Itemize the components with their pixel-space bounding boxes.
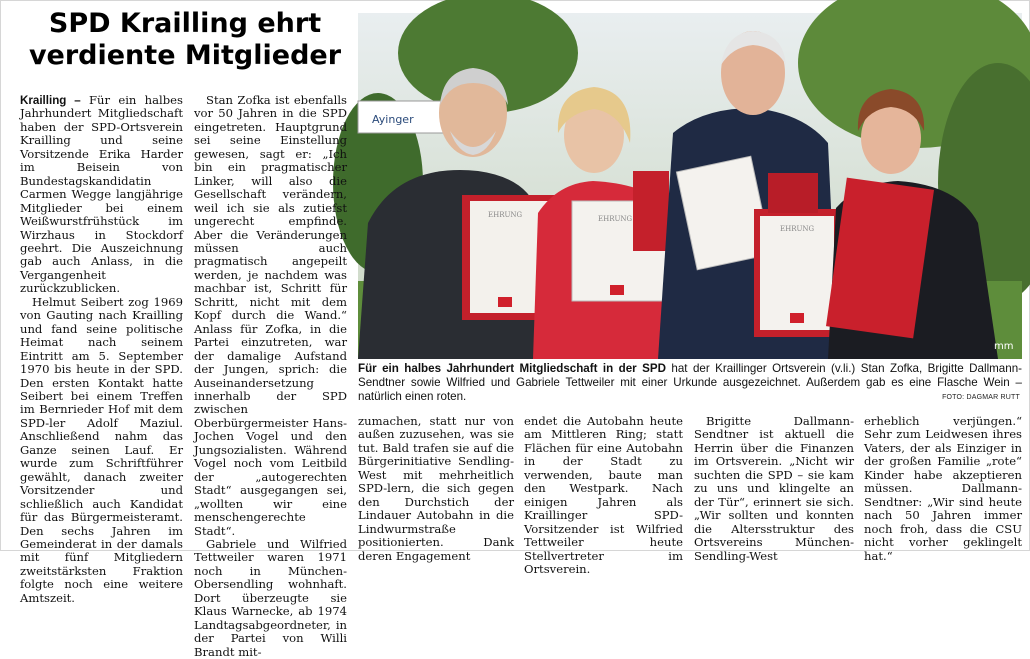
photo-caption <box>358 362 1022 404</box>
paragraph: Krailling – Für ein halbes Jahrhundert Mitgliedschaft haben der SPD-Ortsverein Krailling und seine Vorsitzende Erika Harder im Beisein von Bundestagskandidatin Carmen Wegge langjährige Mitglieder bei einem Weißwurstfrühstück im Wirzhaus in Stockdorf geehrt. Die Auszeichnung gab auch Anlass, in die Vergangenheit zurückzublicken. <box>20 93 183 296</box>
paragraph: erheblich verjüngen.“ Sehr zum Leidwesen ihres Vaters, der als Einziger in der großen Familie „rote“ Kinder habe akzeptieren müssen. Dallmann-Sendtner: „Wir sind heute nach 50 Jahren immer noch froh, dass die CSU nicht vorher geklingelt hat.“ <box>864 414 1022 563</box>
headline-line-2: verdiente Mitglieder <box>28 40 342 71</box>
gift-bag-2 <box>768 173 818 213</box>
text-column-1 <box>20 93 183 605</box>
photo-credit: FOTO: DAGMAR RUTT <box>942 394 1020 401</box>
caption-text: hat der Kraillinger Ortsverein (v.li.) Stan Zofka, Brigitte Dallmann-Sendtner sowie Wilfried und Gabriele Tettweiler mit einer Urkunde ausgezeichnet. Außerdem gab es eine Flasche Wein – natürlich einen roten. <box>358 362 1023 403</box>
photo-scene <box>358 13 1022 359</box>
photo-watermark: mm <box>994 341 1014 352</box>
text-column-5 <box>694 414 854 563</box>
caption-lead: Für ein halbes Jahrhundert Mitgliedschaft in der SPD <box>358 362 666 375</box>
headline <box>20 8 350 72</box>
svg-text:EHRUNG: EHRUNG <box>598 215 633 223</box>
ayinger-sign: Ayinger <box>372 113 414 126</box>
paragraph: Brigitte Dallmann-Sendtner ist aktuell die Herrin über die Finanzen im Ortsverein. „Nicht wir suchten die SPD – sie kam zu uns und klingelte an der Tür“, erinnert sie sich. „Wir sollten und konnten die Altersstruktur des Ortsvereins München-Sendling-West <box>694 414 854 563</box>
svg-text:EHRUNG: EHRUNG <box>780 225 815 233</box>
paragraph: zumachen, statt nur von außen zuzusehen, was sie tut. Bald trafen sie auf die Bürgerinitiative Sendling-West mit mehrheitlich SPD-lern, die sich gegen den Durchstich der Lindauer Autobahn in die Lindwurmstraße positionierten. Dank deren Engagement <box>358 414 514 563</box>
svg-text:EHRUNG: EHRUNG <box>488 211 523 219</box>
text-column-3 <box>358 414 514 563</box>
text-column-2 <box>194 93 347 659</box>
text-column-4 <box>524 414 683 576</box>
text-column-6 <box>864 414 1022 563</box>
dateline: Krailling – <box>20 94 81 107</box>
paragraph: Helmut Seibert zog 1969 von Gauting nach Krailling und fand seine politische Heimat nach seinem Eintritt am 5. September 1970 bis heute in der SPD. Den ersten Kontakt hatte Seibert bei einem Treffen im Bernrieder Hof mit dem SPD-ler Adolf Maziul. Anschließend nahm das Ganze seinen Lauf. Er wurde zum Schriftführer gewählt, danach zweiter Vorsitzender und schließlich auch Kandidat für das Bürgermeisteramt. Den sechs Jahren im Gemeinderat in der damals mit fünf Mitgliedern zweitstärksten Fraktion folgte noch eine weitere Amtszeit. <box>20 294 183 605</box>
paragraph: Stan Zofka ist ebenfalls vor 50 Jahren in die SPD eingetreten. Hauptgrund sei seine Einstellung gewesen, sagt er: „Ich bin ein pragmatischer Linker, will also die Gesellschaft verändern, weil ich sie als zutiefst ungerecht empfinde. Aber die Veränderungen müssen auch pragmatisch angepeilt werden, je nachdem was machbar ist, Schritt für Schritt, nicht mit dem Kopf durch die Wand.“ Anlass für Zofka, in die Partei einzutreten, war der damalige Aufstand der Jungen, sprich: die Auseinandersetzung innerhalb der SPD zwischen Oberbürgermeister Hans-Jochen Vogel und den Jungsozialisten. Während Vogel noch vom Leitbild der „autogerechten Stadt“ ausgegangen sei, „wollten wir eine menschengerechte Stadt“. <box>194 93 347 538</box>
paragraph: Gabriele und Wilfried Tettweiler waren 1971 noch in München-Obersendling wohnhaft. Dort überzeugte sie Klaus Warnecke, ab 1974 Landtagsabgeordneter, in der Partei von Willi Brandt mit- <box>194 536 347 659</box>
paragraph: endet die Autobahn heute am Mittleren Ring; statt Flächen für eine Autobahn in der Stadt zu verwenden, baute man den Westpark. Nach einigen Jahren als Kraillinger SPD-Vorsitzender ist Wilfried Tettweiler heute Stellvertreter im Ortsverein. <box>524 414 683 576</box>
headline-line-1: SPD Krailling ehrt <box>48 8 322 39</box>
gift-bag-1 <box>633 171 669 251</box>
article-photo <box>358 13 1022 359</box>
